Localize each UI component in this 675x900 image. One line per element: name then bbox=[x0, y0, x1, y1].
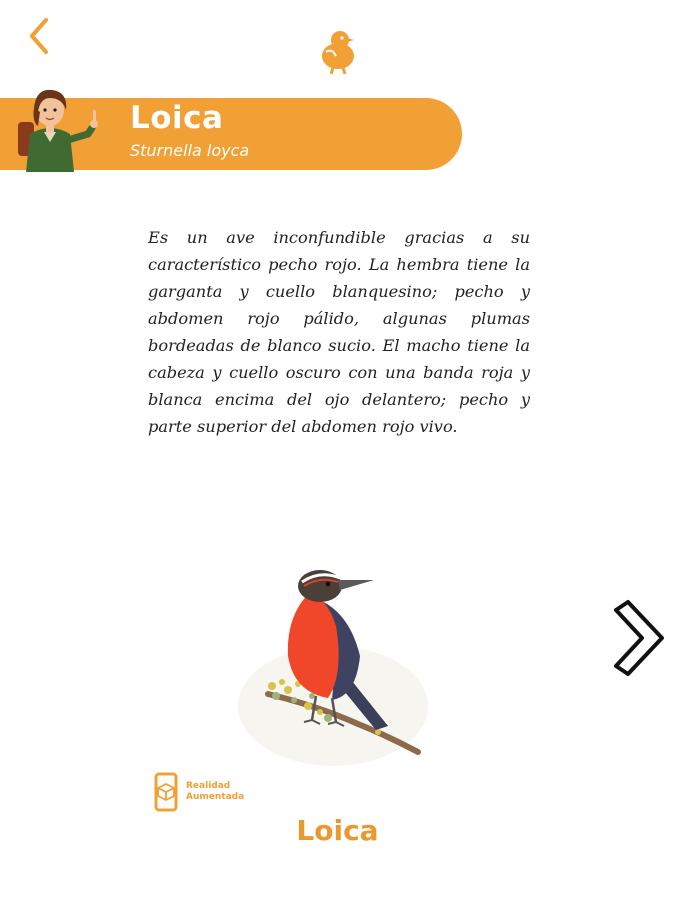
chevron-left-icon bbox=[24, 16, 64, 56]
augmented-reality-label bbox=[186, 781, 266, 803]
guide-character-icon bbox=[10, 82, 110, 172]
augmented-reality-button[interactable] bbox=[154, 770, 266, 814]
species-description: Es un ave inconfundible gracias a su característico pecho rojo. La hembra tiene la garganta y cuello blanquesino; pecho y abdomen rojo pálido, algunas plumas bordeadas de blanco sucio. El macho tiene la cabeza y cuello oscuro con una banda roja y blanca encima del ojo delantero; pecho y parte superior del abdomen rojo vivo. bbox=[148, 228, 530, 436]
ar-label-line1: Realidad bbox=[186, 781, 231, 791]
species-name: Loica bbox=[130, 100, 224, 136]
chevron-right-icon bbox=[610, 598, 666, 678]
illustration-caption: Loica bbox=[296, 814, 379, 847]
next-page-button[interactable] bbox=[610, 598, 666, 678]
augmented-reality-phone-icon bbox=[154, 772, 180, 812]
back-button[interactable] bbox=[24, 16, 64, 56]
scientific-name: Sturnella loyca bbox=[130, 141, 250, 160]
loica-bird-illustration bbox=[228, 556, 438, 776]
chick-logo-icon bbox=[316, 26, 360, 74]
ar-label-line2: Aumentada bbox=[186, 792, 245, 802]
